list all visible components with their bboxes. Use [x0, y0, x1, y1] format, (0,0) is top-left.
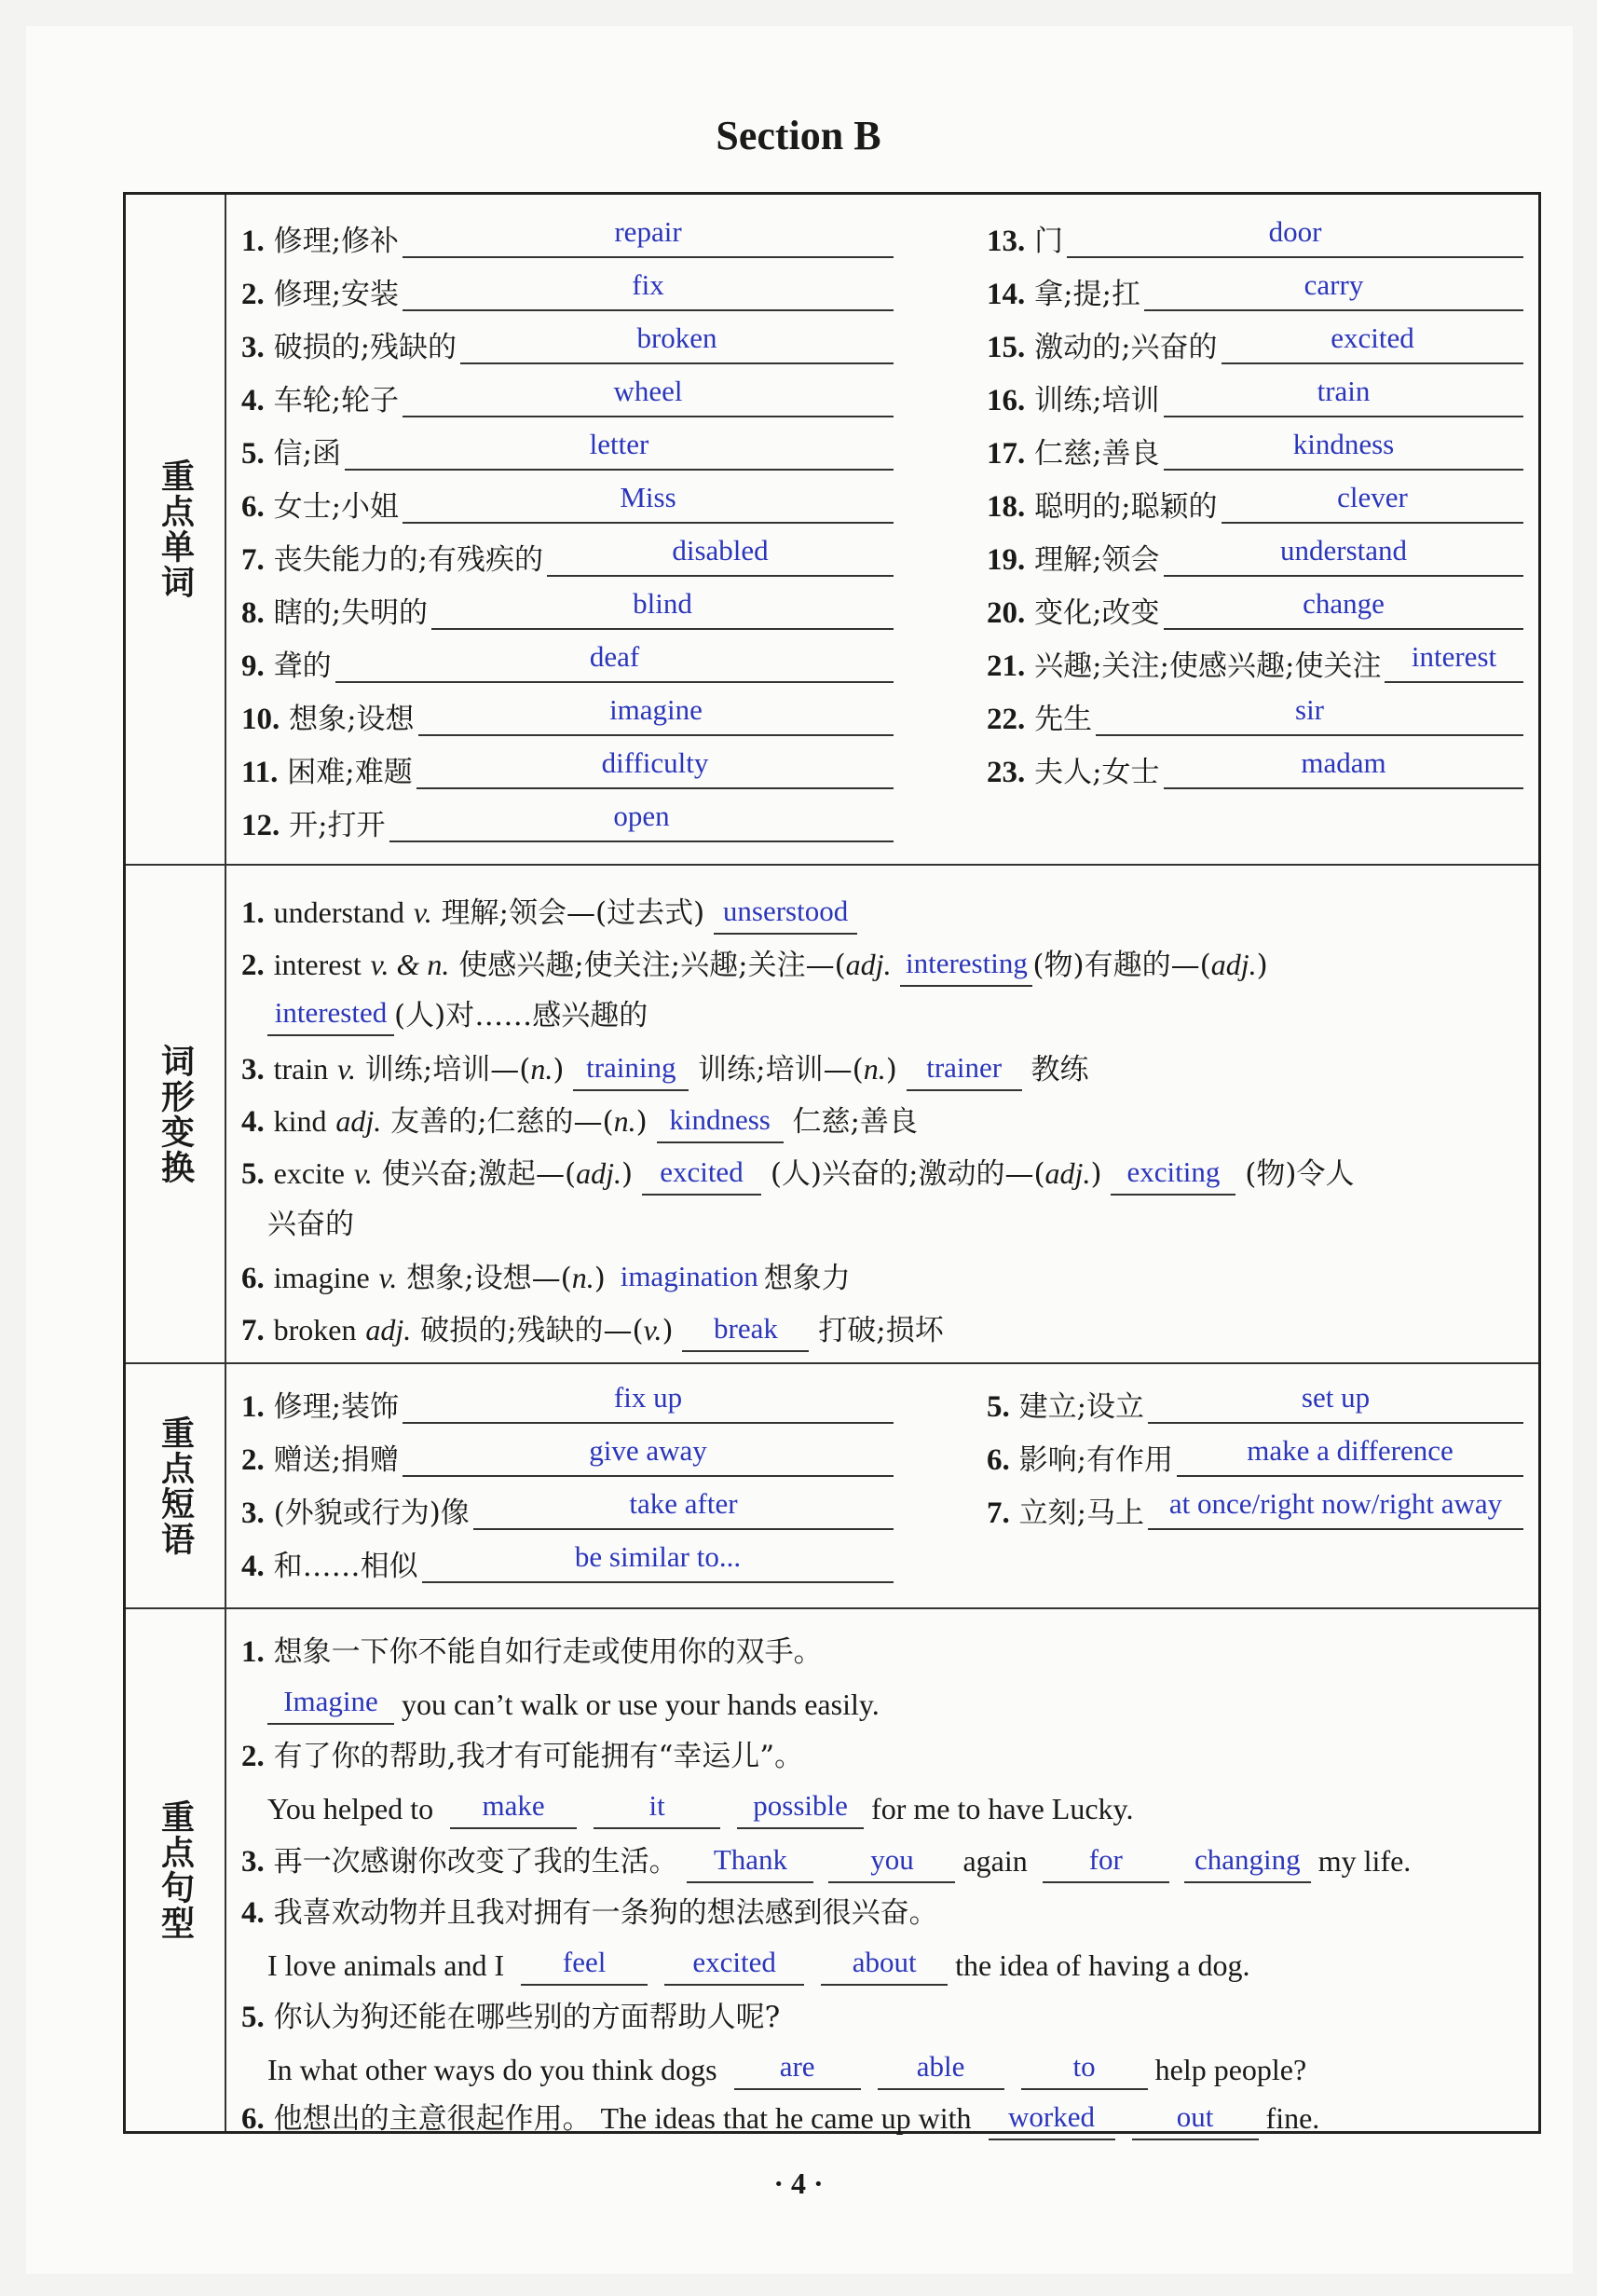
- section-key-phrases: [126, 1364, 1538, 1609]
- answer-blank: [403, 268, 894, 311]
- word-item: 17. 仁慈;善良: [987, 437, 1160, 471]
- answer-text: interested: [274, 996, 388, 1029]
- word-item: 7. 丧失能力的;有残疾的: [241, 543, 544, 577]
- answer-blank: [422, 1540, 894, 1583]
- answer-blank: [1222, 481, 1523, 524]
- phrase-item: 1. 修理;装饰: [241, 1390, 400, 1424]
- sentence-cn: 1. 想象一下你不能自如行走或使用你的双手。: [241, 1635, 823, 1669]
- answer-text: madam: [1301, 746, 1386, 779]
- answer-blank: [1067, 215, 1523, 258]
- answer-text: door: [1268, 215, 1322, 248]
- answer-text: take after: [629, 1487, 738, 1520]
- sentence-en: Imagine you can’t walk or use your hands easily.: [267, 1689, 880, 1719]
- answer-text: trainer: [926, 1051, 1003, 1084]
- phrase-item: 6. 影响;有作用: [987, 1443, 1174, 1477]
- sentence-cn: 6. 他想出的主意很起作用。 The ideas that he came up with worked out fine.: [241, 2103, 1319, 2135]
- answer-blank: [418, 693, 894, 736]
- answer-text: make a difference: [1247, 1434, 1454, 1467]
- answer-blank: [403, 1434, 894, 1477]
- word-item: 13. 门: [987, 225, 1064, 258]
- answer-text: training: [586, 1051, 676, 1084]
- answer-text: interest: [1411, 640, 1497, 673]
- sentence-cn: 3. 再一次感谢你改变了我的生活。 Thank you again for changing my life.: [241, 1846, 1411, 1878]
- answer-text: exciting: [1126, 1155, 1221, 1188]
- answer-blank: [389, 800, 894, 842]
- answer-text: kindness: [1292, 428, 1395, 460]
- answer-text: change: [1303, 587, 1385, 620]
- answer-text: changing: [1194, 1843, 1301, 1876]
- word-item: 9. 聋的: [241, 649, 332, 683]
- answer-text: you: [870, 1843, 914, 1876]
- phrase-item: 7. 立刻;马上: [987, 1496, 1145, 1530]
- answer-text: to: [1072, 2050, 1096, 2083]
- form-item: 4. kind adj. 友善的;仁慈的—(n.) kindness 仁慈;善良: [241, 1106, 918, 1138]
- word-item: 12. 开;打开: [241, 809, 386, 842]
- sentence-cn: 4. 我喜欢动物并且我对拥有一条狗的想法感到很兴奋。: [241, 1896, 938, 1930]
- word-item: 14. 拿;提;扛: [987, 278, 1140, 311]
- answer-text: imagine: [609, 693, 703, 726]
- form-item: 6. imagine v. 想象;设想—(n.) imagination 想象力: [241, 1260, 851, 1295]
- section-key-sentences: [126, 1609, 1538, 2136]
- section-label: 重点短语: [126, 1364, 226, 1607]
- answer-blank: [403, 215, 894, 258]
- answer-text: Imagine: [283, 1685, 378, 1717]
- word-item: 1. 修理;修补: [241, 225, 400, 258]
- phrase-item: 4. 和……相似: [241, 1550, 418, 1583]
- answer-blank: [1148, 1487, 1523, 1530]
- answer-text: disabled: [672, 534, 769, 567]
- answer-blank: [1096, 693, 1523, 736]
- section-label: 词形变换: [126, 866, 226, 1362]
- sentence-en: You helped to make it possible for me to have Lucky.: [267, 1794, 1133, 1824]
- answer-text: unserstood: [722, 895, 849, 927]
- phrase-item: 2. 赠送;捐赠: [241, 1443, 400, 1477]
- form-item-cont: interested (人)对……感兴趣的: [267, 1002, 648, 1031]
- answer-blank: [1177, 1434, 1523, 1477]
- answer-text: repair: [614, 215, 682, 248]
- phrase-item: 3. (外貌或行为)像: [241, 1496, 470, 1530]
- sentence-cn: 5. 你认为狗还能在哪些别的方面帮助人呢?: [241, 2001, 781, 2034]
- form-item: 1. understand v. 理解;领会—(过去式) unserstood: [241, 897, 857, 929]
- form-item: 7. broken adj. 破损的;残缺的—(v.) break 打破;损坏: [241, 1315, 944, 1346]
- section-label: 重点句型: [126, 1609, 226, 2131]
- section-word-forms: [126, 866, 1538, 1364]
- section-label: 重点单词: [126, 195, 226, 864]
- answer-text: make: [482, 1789, 545, 1822]
- form-item: 2. interest v. & n. 使感兴趣;使关注;兴趣;关注—(adj. interesting (物)有趣的—(adj.): [241, 950, 1268, 981]
- answer-text: excited: [660, 1155, 744, 1188]
- page-number: · 4 ·: [773, 2166, 824, 2200]
- word-item: 5. 信;函: [241, 437, 342, 471]
- answer-blank: [335, 640, 894, 683]
- answer-text: Miss: [620, 481, 676, 513]
- answer-text: worked: [1008, 2100, 1096, 2133]
- answer-text: about: [852, 1946, 917, 1978]
- answer-blank: [416, 746, 894, 789]
- word-item: 22. 先生: [987, 703, 1093, 736]
- answer-text: for: [1088, 1843, 1123, 1876]
- answer-text: sir: [1295, 693, 1324, 726]
- answer-text: fix: [632, 268, 664, 301]
- answer-text: break: [714, 1312, 778, 1345]
- answer-blank: [1164, 587, 1523, 630]
- answer-text: blind: [633, 587, 692, 620]
- form-item-cont: 兴奋的: [267, 1208, 354, 1241]
- sentence-en: I love animals and I feel excited about the idea of having a dog.: [267, 1950, 1249, 1980]
- answer-text: kindness: [669, 1103, 771, 1136]
- answer-text: letter: [589, 428, 649, 460]
- answer-text: are: [779, 2050, 815, 2083]
- word-item: 6. 女士;小姐: [241, 490, 400, 524]
- word-item: 18. 聪明的;聪颖的: [987, 490, 1218, 524]
- word-item: 20. 变化;改变: [987, 596, 1160, 630]
- answer-blank: [1222, 321, 1523, 364]
- answer-text: interesting: [905, 947, 1028, 979]
- answer-blank: [403, 375, 894, 417]
- sentence-en: In what other ways do you think dogs are able to help people?: [267, 2055, 1306, 2084]
- answer-text: possible: [753, 1789, 848, 1822]
- form-item: 3. train v. 训练;培训—(n.) training 训练;培训—(n.) trainer 教练: [241, 1054, 1089, 1086]
- answer-text: fix up: [613, 1381, 683, 1414]
- answer-blank: [345, 428, 894, 471]
- answer-text: excited: [1331, 321, 1414, 354]
- word-item: 10. 想象;设想: [241, 703, 415, 736]
- answer-text: wheel: [613, 375, 683, 407]
- word-item: 2. 修理;安装: [241, 278, 400, 311]
- form-item: 5. excite v. 使兴奋;激起—(adj.) excited (人)兴奋的;激动的—(adj.) exciting (物)令人: [241, 1158, 1354, 1190]
- answer-blank: [1385, 640, 1523, 683]
- answer-blank: [460, 321, 894, 364]
- section-key-words: [126, 195, 1538, 866]
- word-item: 8. 瞎的;失明的: [241, 596, 429, 630]
- phrase-item: 5. 建立;设立: [987, 1390, 1145, 1424]
- answer-blank: [1164, 746, 1523, 789]
- answer-blank: [473, 1487, 894, 1530]
- answer-text: carry: [1304, 268, 1364, 301]
- answer-blank: [403, 481, 894, 524]
- answer-text: at once/right now/right away: [1168, 1487, 1503, 1520]
- answer-text: Thank: [713, 1843, 788, 1876]
- word-item: 11. 困难;难题: [241, 756, 413, 789]
- word-item: 21. 兴趣;关注;使感兴趣;使关注: [987, 649, 1382, 683]
- answer-text: excited: [692, 1946, 776, 1978]
- answer-text: set up: [1301, 1381, 1371, 1414]
- answer-text: deaf: [589, 640, 640, 673]
- answer-text: understand: [1279, 534, 1408, 567]
- answer-text: out: [1176, 2100, 1214, 2133]
- answer-blank: [1148, 1381, 1523, 1424]
- word-item: 4. 车轮;轮子: [241, 384, 400, 417]
- word-item: 15. 激动的;兴奋的: [987, 331, 1218, 364]
- answer-blank: [431, 587, 894, 630]
- answer-text: give away: [589, 1434, 707, 1467]
- answer-text: clever: [1337, 481, 1408, 513]
- answer-blank: [1164, 428, 1523, 471]
- answer-blank: [403, 1381, 894, 1424]
- word-item: 16. 训练;培训: [987, 384, 1160, 417]
- answer-text: broken: [636, 321, 717, 354]
- worksheet-table: [123, 192, 1541, 2134]
- answer-text: train: [1317, 375, 1371, 407]
- answer-text: difficulty: [601, 746, 709, 779]
- sentence-cn: 2. 有了你的帮助,我才有可能拥有“幸运儿”。: [241, 1740, 804, 1773]
- word-item: 19. 理解;领会: [987, 543, 1160, 577]
- answer-blank: [547, 534, 894, 577]
- answer-blank: [1144, 268, 1523, 311]
- answer-blank: [1164, 375, 1523, 417]
- answer-text: able: [916, 2050, 965, 2083]
- answer-text: open: [613, 800, 670, 832]
- word-item: 3. 破损的;残缺的: [241, 331, 457, 364]
- answer-text: it: [648, 1789, 665, 1822]
- page-title: Section B: [716, 113, 881, 158]
- answer-text: imagination: [620, 1260, 758, 1292]
- answer-text: be similar to...: [574, 1540, 742, 1573]
- answer-text: feel: [562, 1946, 607, 1978]
- answer-blank: [1164, 534, 1523, 577]
- word-item: 23. 夫人;女士: [987, 756, 1160, 789]
